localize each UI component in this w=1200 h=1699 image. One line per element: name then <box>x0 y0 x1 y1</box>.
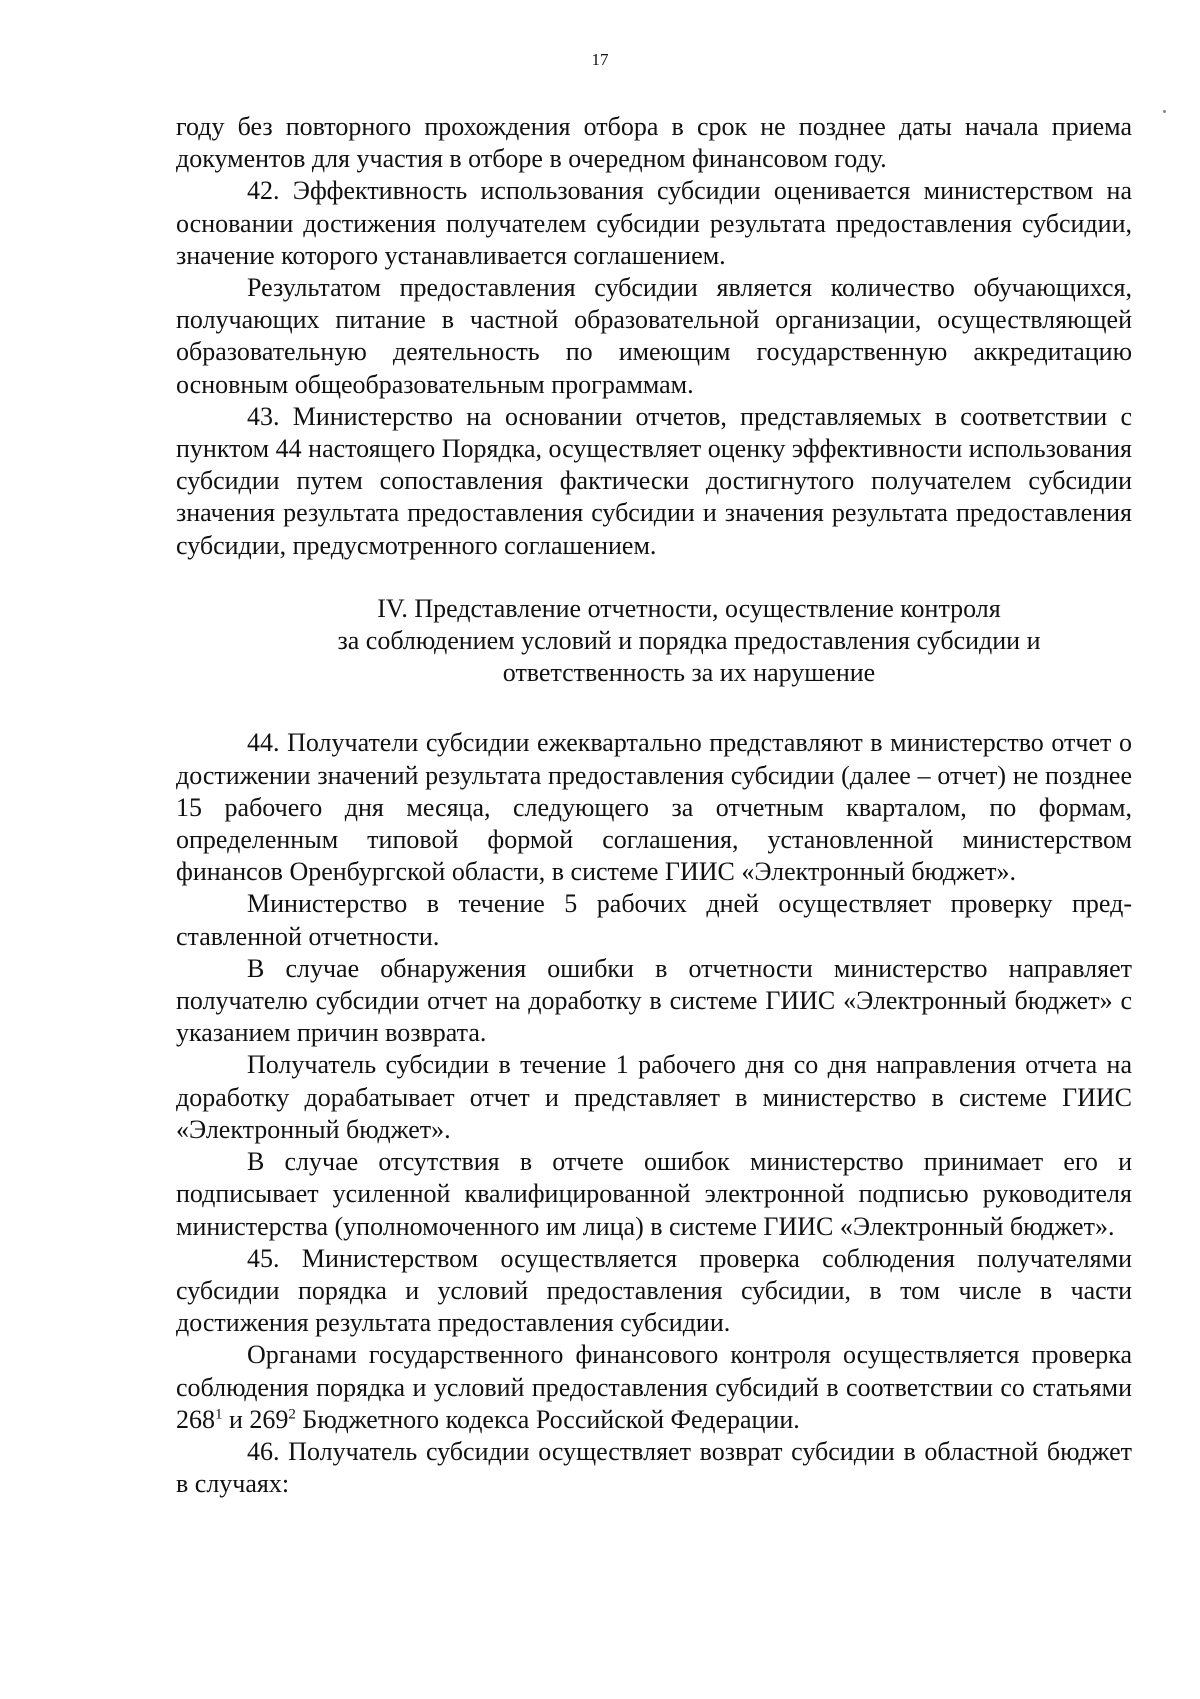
paragraph-result: Результатом предоставления субсидии является количество обучающихся, получающих питание в частной образовательной организации, осуществляющей образовательную деятельность по имеющим государственную аккредитацию основным общеобразовательным программам. <box>176 273 1132 399</box>
superscript-2: 2 <box>288 1406 296 1423</box>
control-text-after: Бюджетного кодекса Российской Федерации. <box>295 1404 800 1434</box>
paragraph-check: Министерство в течение 5 рабочих дней осуществляет проверку представленной отчетности. <box>176 889 1132 951</box>
paragraph-46: 46. Получатель субсидии осуществляет возврат субсидии в областной бюджет в случаях: <box>176 1436 1132 1499</box>
paragraph-44: 44. Получатели субсидии ежеквартально представляют в министерство отчет о достижении значений результата предоставления субсидии (далее – отчет) не позднее 15 рабочего дня месяца, следующего за отчетным кварталом, по формам, определенным типовой формой соглашения, установленной министерством финансов Оренбургской области, в системе ГИИС «Электронный бюджет». <box>176 728 1132 887</box>
section-heading <box>176 593 1132 690</box>
paragraph-45: 45. Министерством осуществляется проверка соблюдения получателями субсидии порядка и условий предоставления субсидии, в том числе в части достижения результата предоставления субсидии. <box>176 1243 1132 1338</box>
paragraph-43: 43. Министерство на основании отчетов, представляемых в соответствии с пунктом 44 настоящего Порядка, осуществляет оценку эффективности использования субсидии путем сопоставления фактически достигнутого получателем субсидии значения результата предоставления субсидии и значения результата предоставления субсидии, предусмотренного соглашением. <box>176 401 1132 560</box>
paragraph-rework: Получатель субсидии в течение 1 рабочего дня со дня направления отчета на доработку дорабатывает отчет и представляет в министерство в системе ГИИС «Электронный бюджет». <box>176 1050 1132 1144</box>
paragraph-accept: В случае отсутствия в отчете ошибок министерство принимает его и подписывает усиленной квалифицированной электронной подписью руководителя министерства (уполномоченного им лица) в системе ГИИС «Электронный бюджет». <box>176 1147 1132 1241</box>
control-text-middle: и 269 <box>222 1404 289 1434</box>
paragraph-financial-control <box>176 1339 1132 1436</box>
section-heading-line: ответственность за их нарушение <box>502 658 876 688</box>
paragraph-42: 42. Эффективность использования субсидии оценивается министерством на основании достижения получателем субсидии результата предоставления субсидии, значение которого устанавливается соглашением. <box>176 176 1132 270</box>
scan-speck <box>1163 110 1166 113</box>
document-body <box>176 111 1132 1500</box>
section-heading-line: IV. Представление отчетности, осуществление контроля <box>377 593 1001 623</box>
section-heading-line: за соблюдением условий и порядка предоставления субсидии и <box>337 626 1041 656</box>
page-number: 17 <box>591 50 609 69</box>
paragraph-continuation: году без повторного прохождения отбора в срок не позднее даты начала приема документов для участия в отборе в очередном финансовом году. <box>176 112 1132 174</box>
paragraph-error: В случае обнаружения ошибки в отчетности министерство направляет получателю субсидии отчет на доработку в системе ГИИС «Электронный бюджет» с указанием причин возврата. <box>176 953 1132 1048</box>
superscript-1: 1 <box>215 1406 223 1423</box>
control-text-before: Органами государственного финансового контроля осуществляется проверка соблюдения порядка и условий предоставления субсидий в соответствии со статьями 268 <box>176 1340 1132 1434</box>
